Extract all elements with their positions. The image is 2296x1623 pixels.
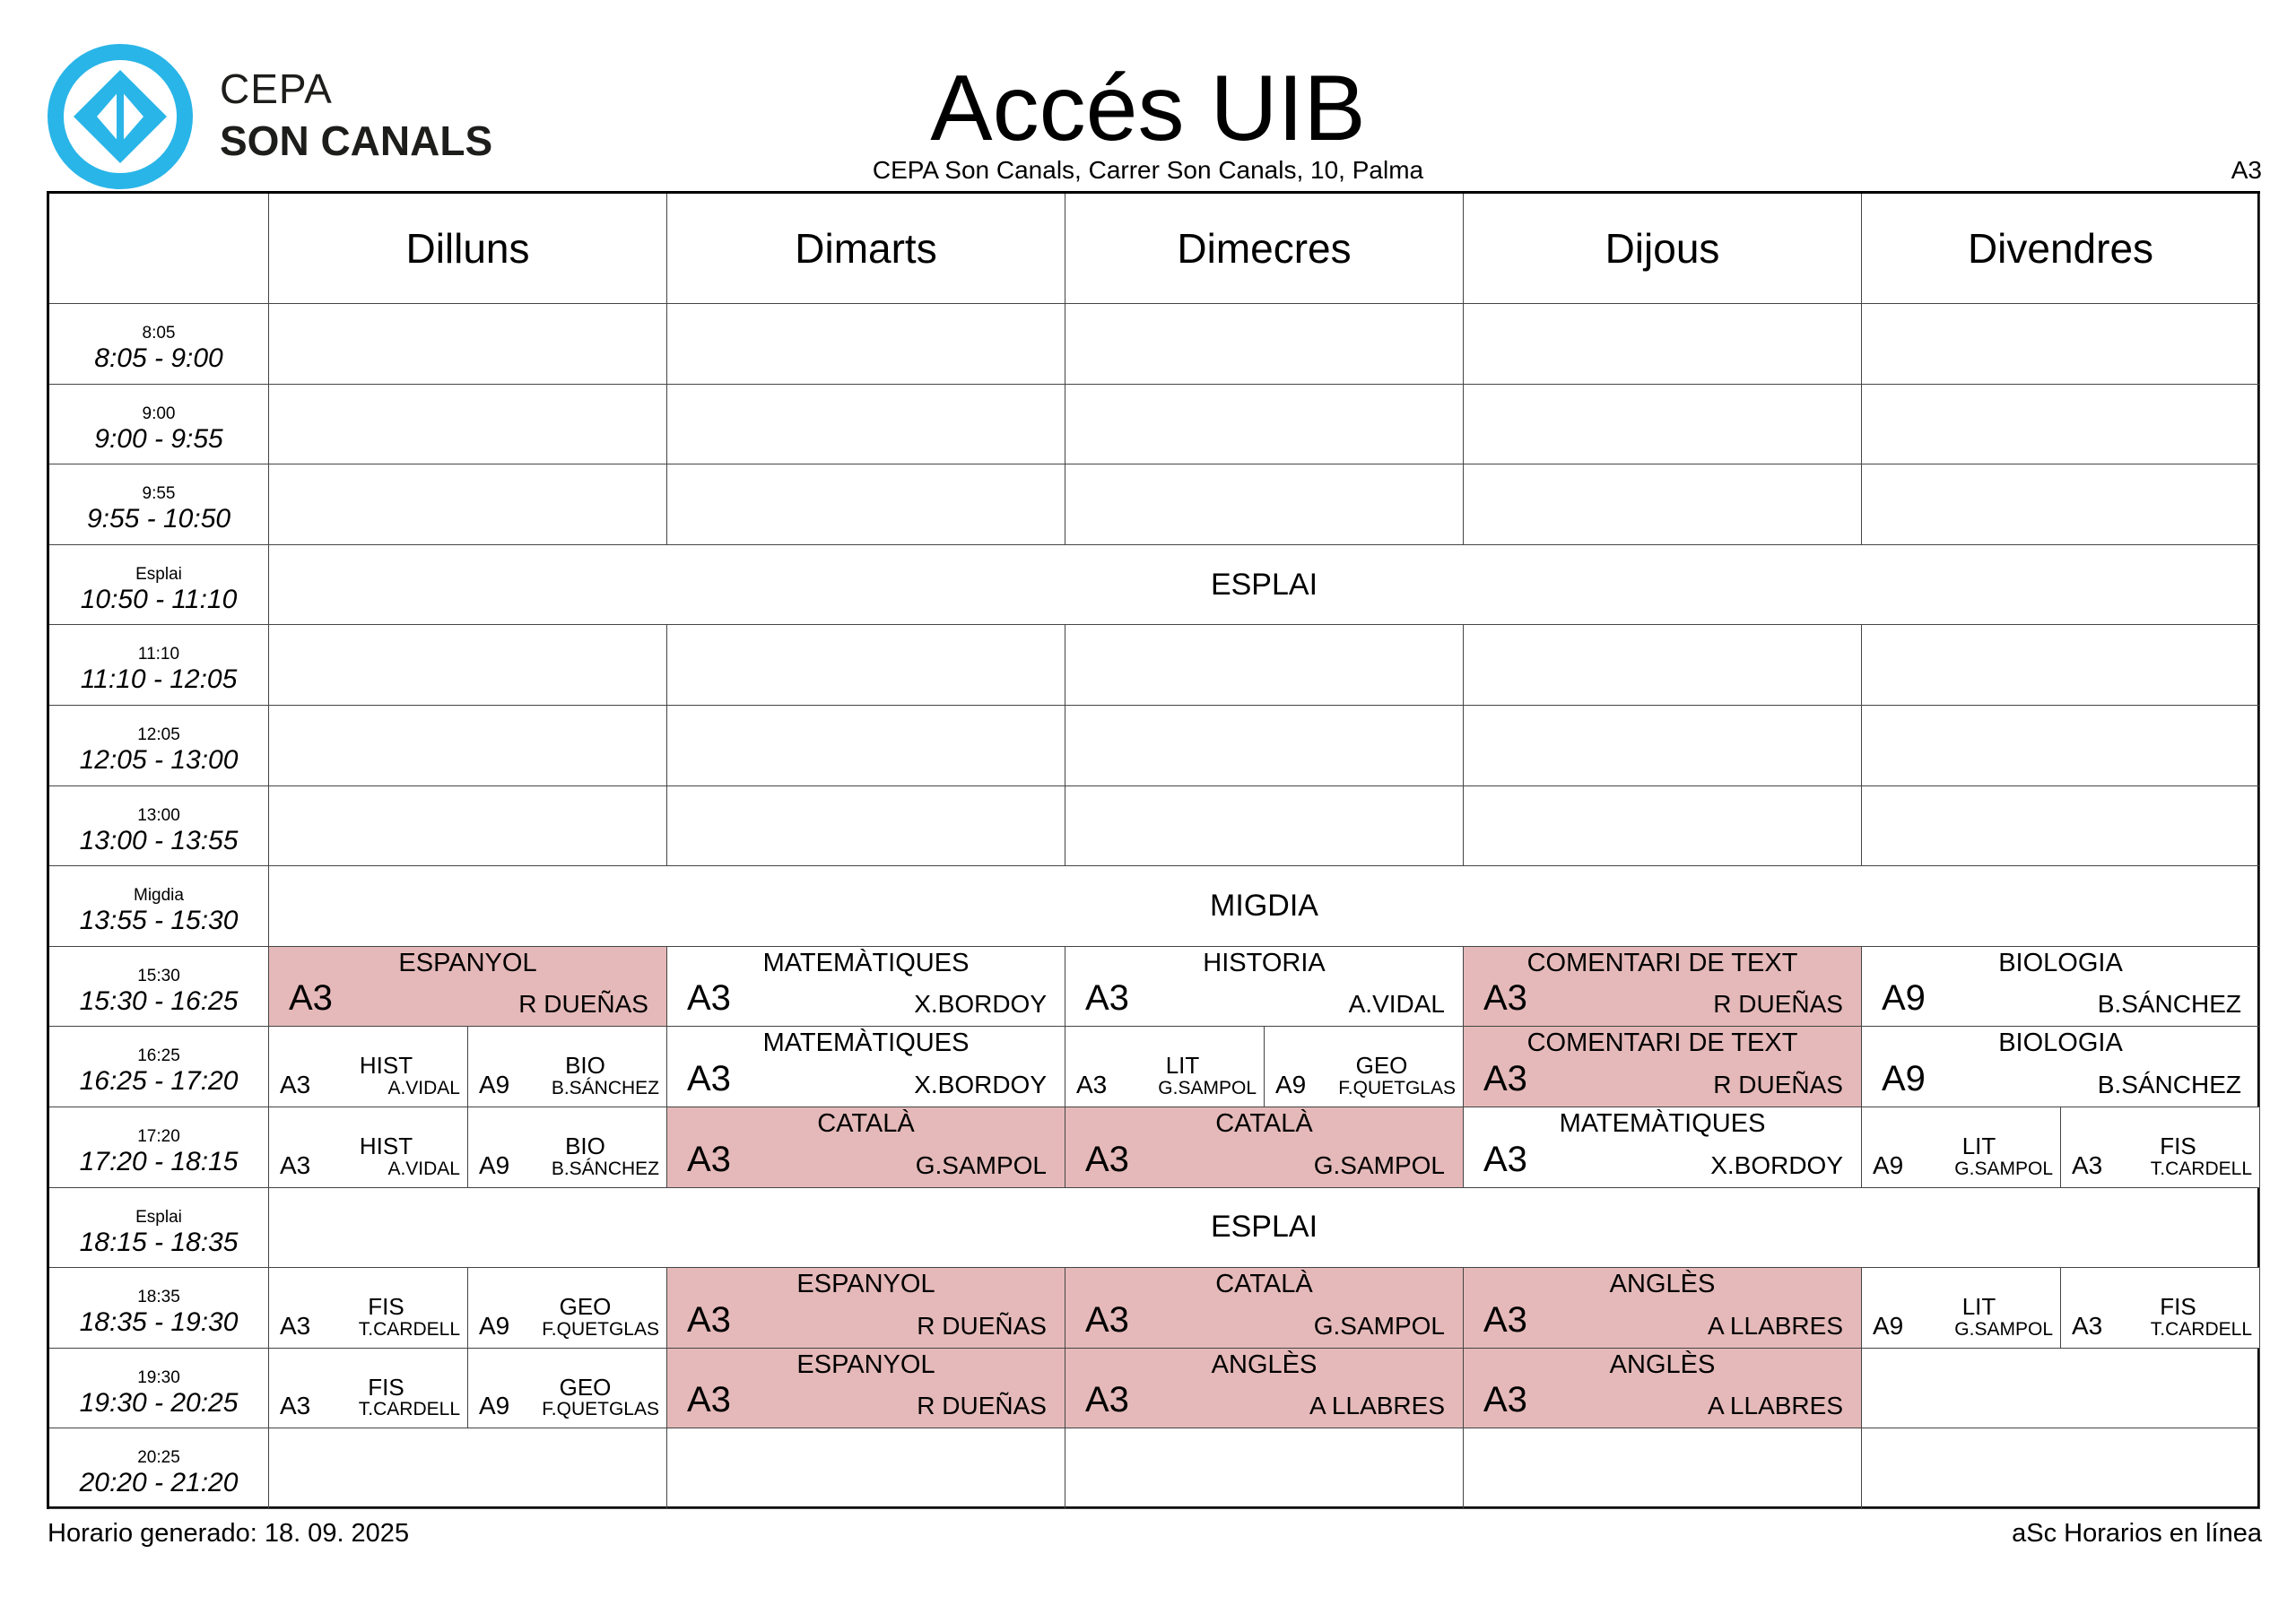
split-subject: GEO <box>559 1373 612 1401</box>
break-band: ESPLAI <box>269 545 2260 626</box>
empty-slot <box>269 706 667 786</box>
split-subject: GEO <box>559 1293 612 1321</box>
lesson-room: A3 <box>1085 1139 1129 1179</box>
lesson-cell <box>1464 1107 1862 1188</box>
lesson-subject: ESPANYOL <box>398 948 537 977</box>
split-lesson-cell <box>1065 1027 1265 1107</box>
split-subject: LIT <box>1165 1052 1200 1080</box>
period-label <box>49 1107 269 1188</box>
lesson-room: A3 <box>687 1139 731 1179</box>
split-teacher: G.SAMPOL <box>1954 1158 2053 1179</box>
break-band: MIGDIA <box>269 866 2260 947</box>
split-subject: HIST <box>359 1133 413 1159</box>
timetable-grid <box>47 191 2260 1509</box>
logo-line2: SON CANALS <box>220 117 493 164</box>
lesson-subject: HISTORIA <box>1203 948 1326 977</box>
lesson-room: A3 <box>1085 1380 1129 1420</box>
empty-slot <box>667 304 1065 385</box>
lesson-teacher: R DUEÑAS <box>917 1392 1047 1420</box>
split-teacher: T.CARDELL <box>358 1318 460 1340</box>
split-teacher: B.SÁNCHEZ <box>551 1077 659 1098</box>
period-range: 12:05 - 13:00 <box>79 745 239 775</box>
split-teacher: F.QUETGLAS <box>1338 1077 1456 1098</box>
period-start: 12:05 <box>137 725 180 744</box>
split-lesson-cell <box>269 1107 468 1188</box>
lesson-teacher: R DUEÑAS <box>518 990 648 1019</box>
empty-slot <box>1065 786 1464 867</box>
split-teacher: A.VIDAL <box>387 1158 460 1179</box>
empty-slot <box>269 786 667 867</box>
empty-slot <box>1464 706 1862 786</box>
period-range: 18:35 - 19:30 <box>79 1307 239 1338</box>
lesson-cell <box>269 947 667 1028</box>
lesson-room: A3 <box>1483 1380 1527 1420</box>
lesson-teacher: R DUEÑAS <box>917 1311 1047 1340</box>
lesson-cell <box>667 1268 1065 1349</box>
split-teacher: F.QUETGLAS <box>542 1399 659 1420</box>
empty-slot <box>667 1428 1065 1509</box>
split-room: A9 <box>479 1392 510 1420</box>
period-range: 9:55 - 10:50 <box>86 504 231 534</box>
period-start: Migdia <box>134 886 184 906</box>
split-subject: FIS <box>2160 1293 2196 1321</box>
period-start: Esplai <box>135 1207 182 1227</box>
empty-slot <box>1464 464 1862 545</box>
empty-slot <box>1065 625 1464 706</box>
period-label <box>49 464 269 545</box>
lesson-teacher: G.SAMPOL <box>1313 1150 1445 1179</box>
split-teacher: G.SAMPOL <box>1954 1318 2053 1340</box>
empty-slot <box>269 625 667 706</box>
split-teacher: F.QUETGLAS <box>542 1318 659 1340</box>
empty-slot <box>1862 1428 2260 1509</box>
lesson-room: A9 <box>1882 1058 1926 1098</box>
lesson-subject: ANGLÈS <box>1609 1270 1716 1299</box>
lesson-teacher: R DUEÑAS <box>1713 990 1843 1019</box>
empty-slot <box>667 464 1065 545</box>
period-start: 13:00 <box>137 805 180 825</box>
lesson-room: A3 <box>1085 978 1129 1019</box>
split-lesson-cell <box>468 1027 667 1107</box>
period-label <box>49 947 269 1028</box>
split-room: A3 <box>2072 1150 2103 1179</box>
empty-slot <box>667 385 1065 465</box>
period-range: 13:00 - 13:55 <box>79 825 239 855</box>
split-room: A9 <box>1275 1070 1307 1098</box>
page-subtitle: CEPA Son Canals, Carrer Son Canals, 10, Palma <box>872 156 1424 184</box>
empty-slot <box>1065 464 1464 545</box>
classroom-code: A3 <box>2231 156 2262 184</box>
lesson-teacher: G.SAMPOL <box>915 1150 1047 1179</box>
lesson-subject: BIOLOGIA <box>1998 948 2123 977</box>
period-range: 20:20 - 21:20 <box>79 1468 239 1498</box>
period-range: 10:50 - 11:10 <box>80 584 238 614</box>
lesson-teacher: B.SÁNCHEZ <box>2097 1070 2241 1098</box>
split-lesson-cell <box>468 1349 667 1429</box>
split-subject: LIT <box>1961 1133 1996 1159</box>
empty-slot <box>667 786 1065 867</box>
period-range: 16:25 - 17:20 <box>79 1066 239 1097</box>
period-start: 9:55 <box>142 484 176 504</box>
period-start: 16:25 <box>137 1046 180 1066</box>
lesson-room: A3 <box>687 1299 731 1340</box>
split-subject: HIST <box>359 1052 413 1080</box>
split-room: A9 <box>1873 1150 1904 1179</box>
day-header-2: Dimecres <box>1065 194 1464 304</box>
lesson-cell <box>1862 947 2260 1028</box>
lesson-cell <box>1464 1349 1862 1429</box>
split-room: A9 <box>479 1311 510 1340</box>
period-range: 11:10 - 12:05 <box>80 664 238 695</box>
empty-slot <box>269 304 667 385</box>
period-range: 13:55 - 15:30 <box>79 906 239 936</box>
empty-slot <box>1862 1349 2260 1429</box>
empty-slot <box>1862 786 2260 867</box>
lesson-teacher: X.BORDOY <box>914 1070 1047 1098</box>
split-room: A9 <box>1873 1311 1904 1340</box>
period-label <box>49 786 269 867</box>
lesson-teacher: A LLABRES <box>1708 1311 1843 1340</box>
split-lesson-cell <box>468 1268 667 1349</box>
footer-software: aSc Horarios en línea <box>2012 1519 2262 1548</box>
split-subject: GEO <box>1355 1052 1408 1080</box>
split-subject: FIS <box>368 1373 404 1401</box>
split-lesson-cell <box>269 1268 468 1349</box>
split-lesson-cell <box>1862 1268 2061 1349</box>
empty-slot <box>1464 1428 1862 1509</box>
break-band: ESPLAI <box>269 1188 2260 1269</box>
lesson-subject: CATALÀ <box>817 1109 915 1138</box>
lesson-cell <box>667 1107 1065 1188</box>
footer-generated: Horario generado: 18. 09. 2025 <box>48 1519 410 1548</box>
period-label <box>49 545 269 626</box>
empty-slot <box>1065 385 1464 465</box>
empty-slot <box>269 385 667 465</box>
lesson-cell <box>1065 1268 1464 1349</box>
split-subject: BIO <box>565 1052 605 1080</box>
split-room: A3 <box>280 1392 311 1420</box>
split-lesson-cell <box>269 1349 468 1429</box>
split-room: A9 <box>479 1150 510 1179</box>
empty-slot <box>1065 1428 1464 1509</box>
day-header-1: Dimarts <box>667 194 1065 304</box>
lesson-cell <box>1464 947 1862 1028</box>
split-subject: FIS <box>2160 1133 2196 1159</box>
lesson-subject: CATALÀ <box>1215 1270 1313 1299</box>
lesson-subject: ANGLÈS <box>1609 1350 1716 1379</box>
logo-line1: CEPA <box>220 65 333 112</box>
day-header-4: Divendres <box>1862 194 2260 304</box>
period-range: 17:20 - 18:15 <box>79 1147 239 1176</box>
empty-slot <box>1065 706 1464 786</box>
lesson-subject: ANGLÈS <box>1211 1350 1318 1379</box>
lesson-subject: COMENTARI DE TEXT <box>1526 1028 1798 1058</box>
empty-slot <box>1464 786 1862 867</box>
lesson-cell <box>1065 1107 1464 1188</box>
lesson-subject: CATALÀ <box>1215 1109 1313 1138</box>
empty-slot <box>1065 304 1464 385</box>
period-start: 18:35 <box>137 1288 180 1307</box>
split-room: A3 <box>280 1311 311 1340</box>
split-teacher: T.CARDELL <box>2150 1158 2252 1179</box>
lesson-subject: COMENTARI DE TEXT <box>1526 948 1798 977</box>
lesson-teacher: X.BORDOY <box>914 990 1047 1019</box>
period-start: 8:05 <box>142 324 176 343</box>
period-start: 9:00 <box>142 404 176 423</box>
lesson-subject: MATEMÀTIQUES <box>762 948 970 977</box>
lesson-room: A3 <box>1483 1058 1527 1098</box>
empty-slot <box>269 1428 667 1509</box>
lesson-teacher: A LLABRES <box>1708 1392 1843 1420</box>
lesson-room: A3 <box>289 978 333 1019</box>
corner-cell <box>49 194 269 304</box>
lesson-teacher: G.SAMPOL <box>1313 1311 1445 1340</box>
period-label <box>49 866 269 947</box>
split-lesson-cell <box>2061 1107 2260 1188</box>
split-teacher: T.CARDELL <box>2150 1318 2252 1340</box>
period-label <box>49 625 269 706</box>
period-start: 20:25 <box>137 1448 180 1468</box>
lesson-cell <box>1065 1349 1464 1429</box>
lesson-teacher: R DUEÑAS <box>1713 1070 1843 1098</box>
lesson-room: A3 <box>1483 1299 1527 1340</box>
split-subject: BIO <box>565 1133 605 1159</box>
empty-slot <box>1862 464 2260 545</box>
split-lesson-cell <box>1862 1107 2061 1188</box>
period-label <box>49 1188 269 1269</box>
day-header-0: Dilluns <box>269 194 667 304</box>
split-teacher: A.VIDAL <box>387 1077 460 1098</box>
lesson-teacher: B.SÁNCHEZ <box>2097 990 2241 1019</box>
lesson-cell <box>1464 1027 1862 1107</box>
period-start: 15:30 <box>137 966 180 985</box>
lesson-room: A3 <box>687 978 731 1019</box>
period-range: 8:05 - 9:00 <box>94 343 223 373</box>
period-start: 19:30 <box>137 1367 180 1387</box>
period-start: Esplai <box>135 564 182 584</box>
empty-slot <box>1464 625 1862 706</box>
split-lesson-cell <box>1265 1027 1464 1107</box>
lesson-room: A9 <box>1882 978 1926 1019</box>
split-room: A3 <box>2072 1311 2103 1340</box>
lesson-teacher: A.VIDAL <box>1348 990 1445 1019</box>
period-label <box>49 1027 269 1107</box>
lesson-teacher: A LLABRES <box>1309 1392 1445 1420</box>
lesson-cell <box>1065 947 1464 1028</box>
lesson-room: A3 <box>1483 1139 1527 1179</box>
split-subject: FIS <box>368 1293 404 1321</box>
empty-slot <box>667 625 1065 706</box>
empty-slot <box>1862 304 2260 385</box>
lesson-room: A3 <box>1483 978 1527 1019</box>
split-room: A3 <box>280 1150 311 1179</box>
split-room: A3 <box>1076 1070 1108 1098</box>
period-range: 15:30 - 16:25 <box>79 985 239 1016</box>
lesson-room: A3 <box>687 1058 731 1098</box>
split-lesson-cell <box>2061 1268 2260 1349</box>
period-range: 9:00 - 9:55 <box>94 423 223 454</box>
empty-slot <box>1464 385 1862 465</box>
lesson-subject: ESPANYOL <box>796 1350 935 1379</box>
period-label <box>49 1268 269 1349</box>
lesson-room: A3 <box>687 1380 731 1420</box>
split-subject: LIT <box>1961 1293 1996 1321</box>
empty-slot <box>1464 304 1862 385</box>
empty-slot <box>269 464 667 545</box>
period-label <box>49 706 269 786</box>
lesson-cell <box>667 947 1065 1028</box>
period-start: 11:10 <box>137 645 180 664</box>
lesson-teacher: X.BORDOY <box>1710 1150 1843 1179</box>
split-room: A9 <box>479 1070 510 1098</box>
period-label <box>49 1349 269 1429</box>
lesson-subject: MATEMÀTIQUES <box>762 1028 970 1058</box>
empty-slot <box>1862 385 2260 465</box>
period-range: 19:30 - 20:25 <box>79 1387 239 1418</box>
split-lesson-cell <box>468 1107 667 1188</box>
empty-slot <box>1862 706 2260 786</box>
split-room: A3 <box>280 1070 311 1098</box>
split-teacher: B.SÁNCHEZ <box>551 1158 659 1179</box>
lesson-subject: BIOLOGIA <box>1998 1028 2123 1058</box>
lesson-cell <box>1862 1027 2260 1107</box>
lesson-subject: MATEMÀTIQUES <box>1559 1109 1766 1138</box>
day-header-3: Dijous <box>1464 194 1862 304</box>
period-range: 18:15 - 18:35 <box>79 1227 239 1257</box>
page-title: Accés UIB <box>930 56 1366 161</box>
lesson-subject: ESPANYOL <box>796 1270 935 1299</box>
period-label <box>49 304 269 385</box>
period-label <box>49 385 269 465</box>
empty-slot <box>667 706 1065 786</box>
period-label <box>49 1428 269 1509</box>
split-teacher: T.CARDELL <box>358 1399 460 1420</box>
lesson-cell <box>1464 1268 1862 1349</box>
empty-slot <box>1862 625 2260 706</box>
lesson-cell <box>667 1027 1065 1107</box>
split-teacher: G.SAMPOL <box>1158 1077 1257 1098</box>
period-start: 17:20 <box>137 1127 180 1146</box>
lesson-cell <box>667 1349 1065 1429</box>
lesson-room: A3 <box>1085 1299 1129 1340</box>
split-lesson-cell <box>269 1027 468 1107</box>
